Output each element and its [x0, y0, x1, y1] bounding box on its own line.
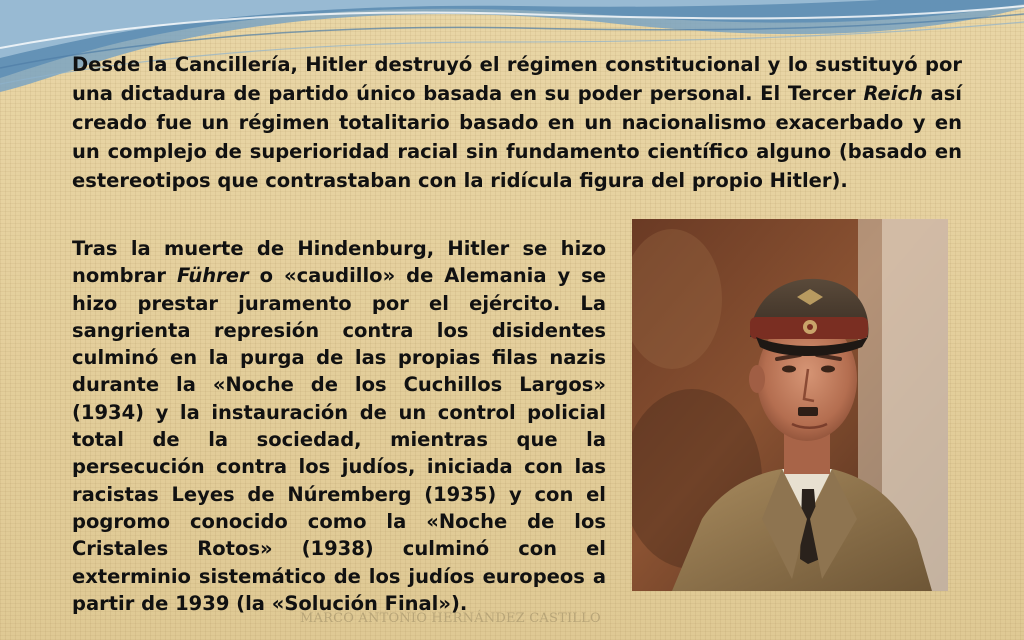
intro-paragraph: Desde la Cancillería, Hitler destruyó el régimen constitucional y lo sustituyó por una dictadura de partido único basada en su poder personal. El Tercer Reich así creado fue un régimen totalitario basado en un nacionalismo exacerbado y en un complejo de superioridad racial sin fundamento científico alguno (basado en estereotipos que contrastaban con la ridícula figura del propio Hitler). — [72, 53, 962, 192]
portrait-photo — [632, 219, 948, 591]
reich-term: Reich — [863, 82, 923, 105]
body-paragraph: Tras la muerte de Hindenburg, Hitler se hizo nombrar Führer o «caudillo» de Alemania y se hizo prestar juramento por el ejército. La sangrienta represión contra los disidentes culminó en la purga de las propias filas nazis durante la «Noche de los Cuchillos Largos» (1934) y la instauración de un control policial total de la sociedad, mientras que la persecución contra los judíos, iniciada con las racistas Leyes de Núremberg (1935) y con el pogromo conocido como la «Noche de los Cristales Rotos» (1938) culminó con el exterminio sistemático de los judíos europeos a partir de 1939 (la «Solución Final»). — [72, 237, 606, 615]
author-footer: MARCO ANTONIO HERNÁNDEZ CASTILLO — [300, 611, 601, 626]
fuhrer-term: Führer — [176, 264, 249, 288]
